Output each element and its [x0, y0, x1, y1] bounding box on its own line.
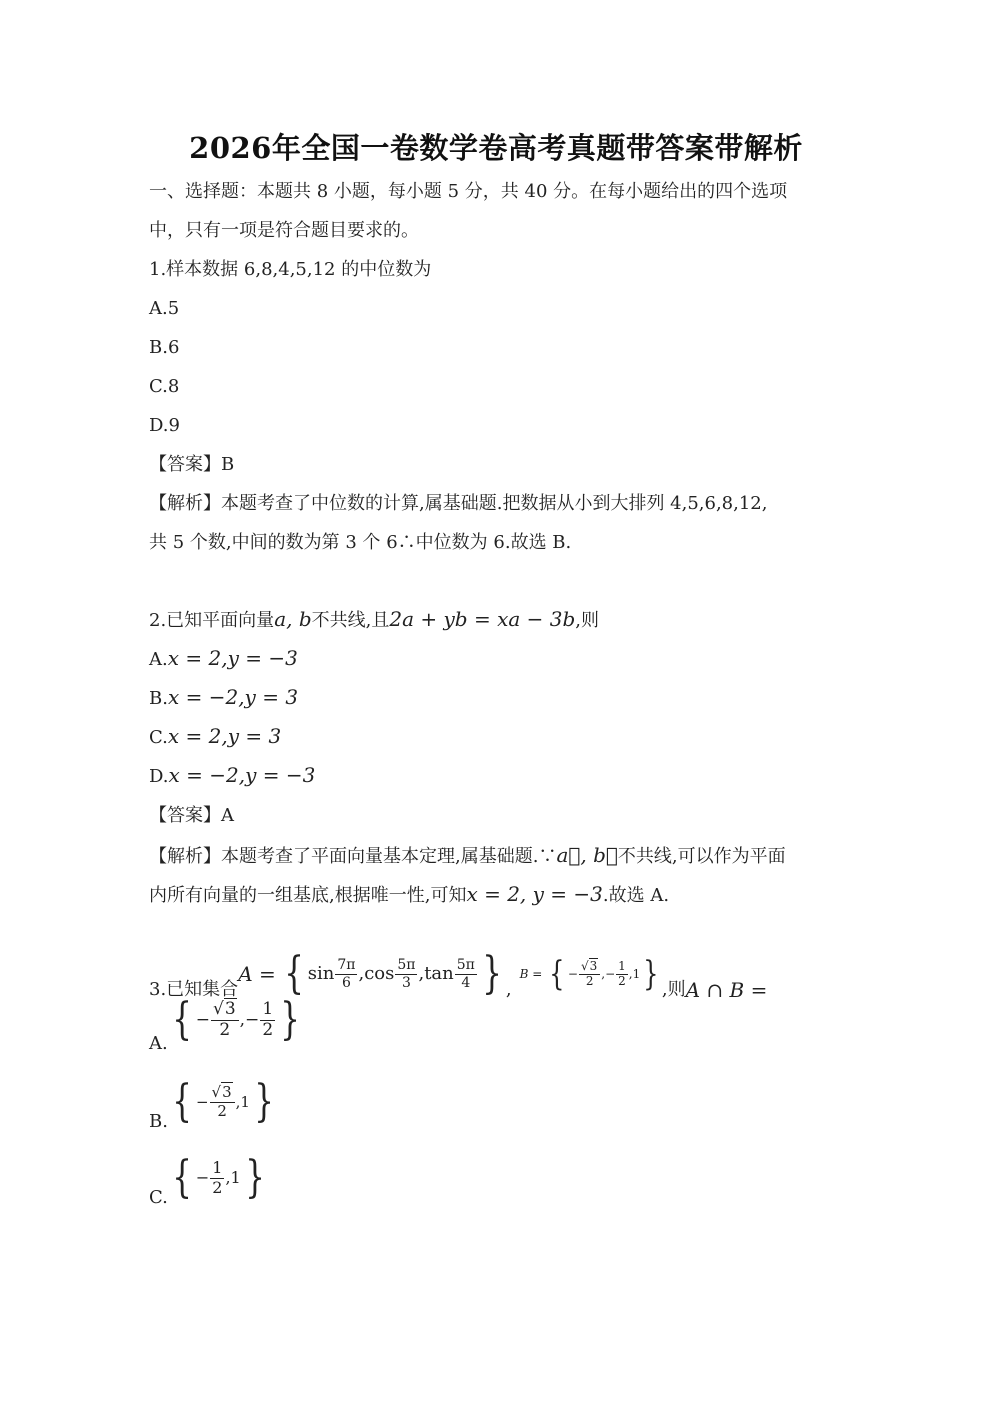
q2-option-d-y: y = −3: [245, 763, 316, 787]
q1-analysis-line-2: 共 5 个数,中间的数为第 3 个 6∴中位数为 6.故选 B.: [149, 532, 572, 553]
q3-set-a-cos: cos: [364, 963, 395, 984]
q3-option-a-label: A.: [149, 1033, 168, 1054]
q3-set-a-d1: 6: [341, 974, 351, 991]
q3-set-b-d2: 2: [618, 973, 626, 988]
q3-stem-prefix: 3.已知集合: [149, 979, 239, 1000]
q2-analysis-line2-suffix: .故选 A.: [602, 885, 670, 906]
q2-analysis-prefix: 【解析】本题考查了平面向量基本定理,属基础题.∵: [149, 846, 557, 867]
left-brace-icon: {: [172, 1152, 192, 1203]
q2-analysis-vectors: a⃗, b⃗: [556, 843, 618, 867]
left-brace-icon: {: [549, 954, 565, 994]
right-brace-icon: }: [280, 994, 300, 1045]
q2-option-d-label: D.: [149, 766, 169, 787]
q3-set-b-sqrt: 3: [589, 958, 598, 973]
q2-analysis-suffix: 不共线,可以作为平面: [617, 846, 786, 867]
q3-set-b-frac-1: $\frac{√3}{2}$: [579, 960, 600, 989]
q3-set-b-frac-2: [616, 960, 628, 989]
q3-set-b-name: B =: [519, 967, 543, 981]
q3-option-c-d1: 2: [212, 1177, 223, 1197]
q3-option-c-label: C.: [149, 1187, 168, 1208]
q2-stem-suffix: ,则: [575, 610, 600, 631]
q3-stem-expression: A ∩ B =: [685, 978, 768, 1002]
q1-stem: 1.样本数据 6,8,4,5,12 的中位数为: [149, 259, 432, 280]
q2-option-a: [149, 646, 298, 672]
q2-option-d: [149, 763, 315, 789]
q3-option-b-d1: 2: [217, 1101, 227, 1120]
q2-answer: 【答案】A: [149, 805, 234, 826]
q1-analysis-line-1: 【解析】本题考查了中位数的计算,属基础题.把数据从小到大排列 4,5,6,8,12,: [149, 493, 768, 514]
q3-set-a-d2: 3: [401, 974, 411, 991]
q3-set-a-frac-1: [335, 957, 357, 990]
left-brace-icon: {: [171, 994, 192, 1045]
q3-option-a-frac-1: $\frac{√3}{2}$: [211, 1000, 239, 1040]
q3-option-a-d2: 2: [262, 1019, 274, 1040]
q3-set-a-sin: sin: [307, 963, 335, 984]
q3-option-c-last: 1: [230, 1168, 241, 1187]
q3-set-a-frac-2: [395, 957, 417, 990]
q3-option-a-d1: 2: [219, 1019, 231, 1040]
q1-option-b: B.6: [149, 337, 180, 358]
q2-stem-prefix: 2.已知平面向量: [149, 610, 275, 631]
q2-stem-mid: 不共线,且: [311, 610, 390, 631]
q1-option-a: A.5: [149, 298, 180, 319]
q2-stem-equation: 2a + yb = xa − 3b: [389, 607, 576, 631]
q2-analysis-line2-prefix: 内所有向量的一组基底,根据唯一性,可知: [149, 885, 467, 906]
right-brace-icon: }: [643, 954, 659, 994]
section-intro-line-2: 中，只有一项是符合题目要求的。: [149, 220, 419, 241]
q3-option-a-set: { − $\frac{√3}{2}$ ,− $\frac{1}{2}$ }: [171, 994, 300, 1045]
q2-option-c-x: x = 2,: [167, 724, 228, 748]
q2-option-c-y: y = 3: [227, 724, 282, 748]
q3-set-a-name: A =: [238, 962, 276, 986]
q2-stem: [149, 607, 599, 633]
q3-option-b-set: { − $\frac{√3}{2}$ , 1 }: [172, 1076, 274, 1127]
q3-option-b-label: B.: [149, 1111, 168, 1132]
q2-analysis-equation: x = 2, y = −3: [466, 882, 603, 906]
q3-option-c-n1: 1: [212, 1158, 223, 1178]
q2-analysis-line-2: [149, 882, 669, 908]
right-brace-icon: }: [244, 1152, 265, 1203]
q3-option-a: [149, 994, 304, 1056]
q3-option-a-n2: 1: [262, 998, 274, 1019]
q2-option-d-x: x = −2,: [168, 763, 246, 787]
q2-analysis-line-1: [149, 843, 786, 869]
page-title: 2026年全国一卷数学卷高考真题带答案带解析: [189, 131, 803, 165]
left-brace-icon: {: [283, 948, 304, 999]
q3-set-b-last: 1: [632, 967, 641, 981]
q3-stem: 3.已知集合 A = { sin $\frac{7\pi}{6}$ , cos $\frac{5\pi}{3}$ , tan $\frac{5\pi}{4}$ } , B = { − $\frac{√3}{2}$ ,− $\frac{1}{2}$ , 1 } ,则 A ∩ B =: [149, 948, 768, 1002]
q2-option-b-label: B.: [149, 688, 168, 709]
q3-option-b-last: 1: [240, 1093, 250, 1111]
q3-option-c-set: { − $\frac{1}{2}$ , 1 }: [172, 1152, 265, 1203]
q2-option-c-label: C.: [149, 727, 168, 748]
q3-set-a-n1: 7π: [337, 957, 356, 974]
q3-option-b: [149, 1076, 278, 1134]
q3-stem-suffix: ,则: [661, 979, 686, 1000]
q3-set-b-n2: 1: [618, 958, 626, 973]
q2-option-a-y: y = −3: [227, 646, 298, 670]
q3-set-a-frac-3: [455, 957, 477, 990]
q2-option-b-y: y = 3: [244, 685, 299, 709]
q3-option-b-sqrt: 3: [222, 1083, 232, 1102]
q3-option-a-sqrt: 3: [224, 998, 236, 1019]
q1-answer: 【答案】B: [149, 454, 235, 475]
q2-option-b-x: x = −2,: [167, 685, 245, 709]
q3-option-b-frac-1: $\frac{√3}{2}$: [210, 1084, 235, 1120]
q2-stem-vectors: a, b: [274, 607, 312, 631]
q2-option-c: [149, 724, 281, 750]
section-intro-line-1: 一、选择题：本题共 8 小题，每小题 5 分，共 40 分。在每小题给出的四个选项: [149, 181, 788, 202]
q2-option-a-x: x = 2,: [167, 646, 228, 670]
q3-set-b-d1: 2: [585, 973, 594, 988]
q3-set-a: { sin $\frac{7\pi}{6}$ , cos $\frac{5\pi}{3}$ , tan $\frac{5\pi}{4}$ }: [280, 946, 506, 1002]
left-brace-icon: {: [172, 1076, 192, 1127]
q2-option-b: [149, 685, 298, 711]
q3-option-c-frac-1: [210, 1159, 224, 1197]
q1-option-c: C.8: [149, 376, 180, 397]
right-brace-icon: }: [482, 948, 502, 999]
right-brace-icon: }: [254, 1076, 274, 1127]
q1-option-d: D.9: [149, 415, 180, 436]
q3-set-a-d3: 4: [461, 974, 471, 991]
q3-option-c: [149, 1152, 269, 1210]
q3-set-a-n2: 5π: [397, 957, 416, 974]
q3-set-a-tan: tan: [424, 963, 454, 984]
q3-set-b: { − $\frac{√3}{2}$ ,− $\frac{1}{2}$ , 1 }: [546, 946, 662, 1002]
q3-option-a-frac-2: [260, 1000, 275, 1040]
q2-option-a-label: A.: [149, 649, 168, 670]
q3-set-a-n3: 5π: [456, 957, 475, 974]
